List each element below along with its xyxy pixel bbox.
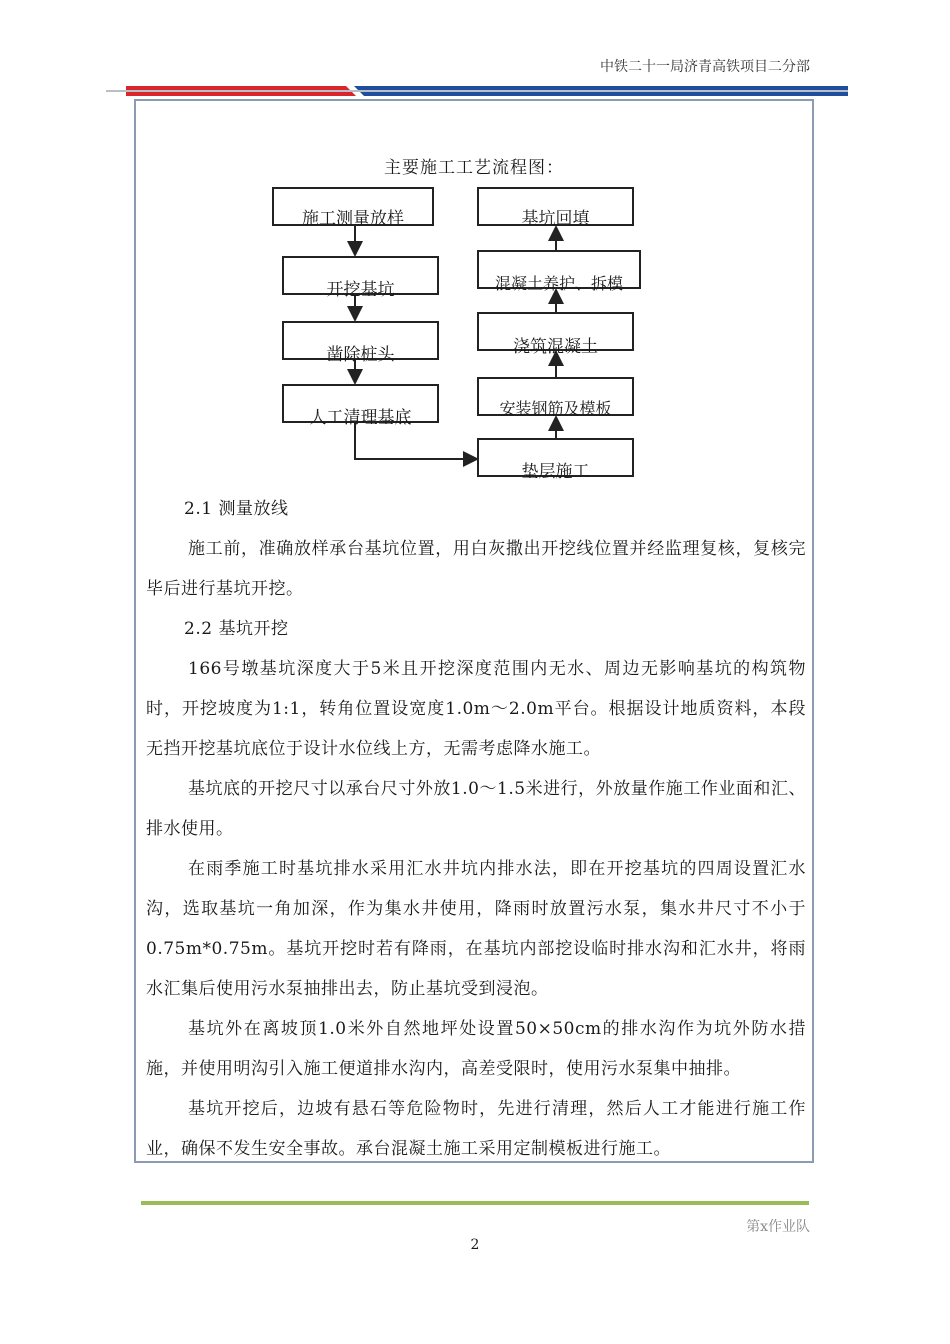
paragraph-excavation-size: 基坑底的开挖尺寸以承台尺寸外放1.0～1.5米进行，外放量作施工作业面和汇、排水使用。 (146, 779, 806, 839)
flow-step-right-1: 基坑回填 (521, 209, 590, 229)
flow-step-right-5: 垫层施工 (521, 462, 590, 482)
flowchart-title: 主要施工工艺流程图： (384, 158, 564, 178)
flowchart (136, 101, 812, 491)
flow-step-left-1: 施工测量放样 (302, 209, 404, 229)
flow-step-right-4: 安装钢筋及模板 (499, 399, 612, 418)
section-heading-2-1: 2.1 测量放线 (184, 499, 289, 519)
footer-line (141, 1201, 809, 1205)
paragraph-outer-ditch: 基坑外在离坡顶1.0米外自然地坪处设置50×50cm的排水沟作为坑外防水措施，并使用明沟引入施工便道排水沟内，高差受限时，使用污水泵集中抽排。 (146, 1019, 806, 1079)
paragraph-excavation-depth: 166号墩基坑深度大于5米且开挖深度范围内无水、周边无影响基坑的构筑物时，开挖坡度为1:1，转角位置设宽度1.0m～2.0m平台。根据设计地质资料，本段无挡开挖基坑底位于设计水位线上方，无需考虑降水施工。 (146, 659, 806, 759)
page-number: 2 (470, 1237, 480, 1253)
paragraph-survey: 施工前，准确放样承台基坑位置，用白灰撒出开挖线位置并经监理复核，复核完毕后进行基坑开挖。 (146, 539, 806, 599)
flow-step-left-2: 开挖基坑 (326, 280, 395, 300)
paragraph-rain-drainage: 在雨季施工时基坑排水采用汇水井坑内排水法，即在开挖基坑的四周设置汇水沟，选取基坑一角加深，作为集水井使用，降雨时放置污水泵，集水井尺寸不小于0.75m*0.75m。基坑开挖时若有降雨，在基坑内部挖设临时排水沟和汇水井，将雨水汇集后使用污水泵抽排出去，防止基坑受到浸泡。 (146, 859, 806, 999)
content-box (134, 99, 814, 1163)
flow-step-right-3: 浇筑混凝土 (513, 337, 598, 357)
flow-step-left-3: 凿除桩头 (326, 345, 395, 365)
footer-team: 第x作业队 (746, 1219, 810, 1235)
header-org: 中铁二十一局济青高铁项目二分部 (600, 59, 810, 75)
header-bar-grey (106, 90, 848, 92)
header-bar (106, 86, 848, 96)
paragraph-slope-safety: 基坑开挖后，边坡有悬石等危险物时，先进行清理，然后人工才能进行施工作业，确保不发生安全事故。承台混凝土施工采用定制模板进行施工。 (146, 1099, 806, 1159)
section-heading-2-2: 2.2 基坑开挖 (184, 619, 289, 639)
flow-step-right-2: 混凝土养护、拆模 (494, 274, 623, 293)
flow-step-left-4: 人工清理基底 (309, 408, 412, 428)
